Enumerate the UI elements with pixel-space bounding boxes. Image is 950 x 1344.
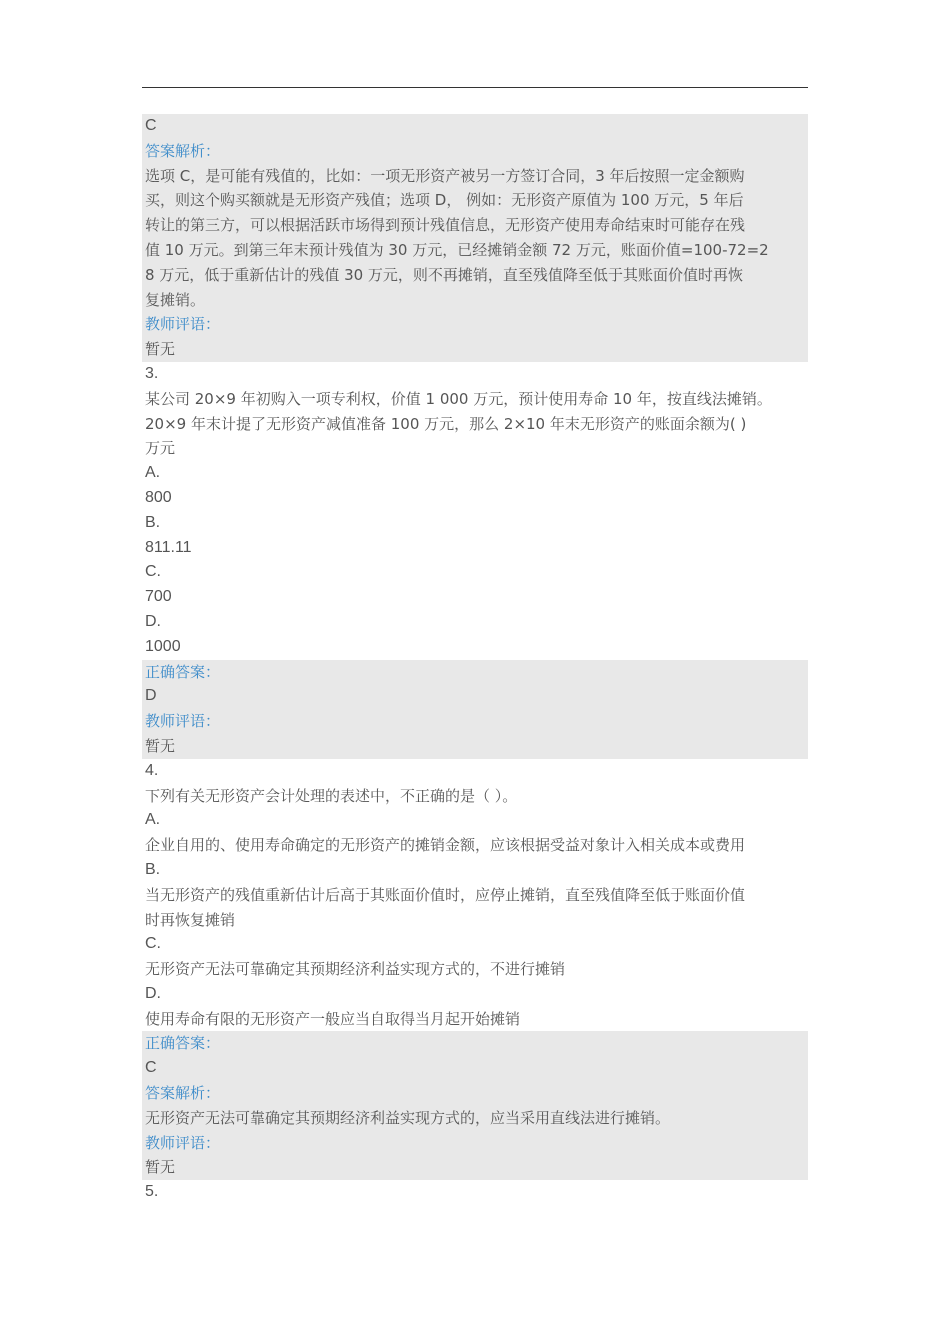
q3-comment-label: 教师评语： bbox=[142, 709, 808, 734]
q2-answer-value: C bbox=[142, 114, 808, 139]
q3-option-a-letter: A. bbox=[145, 464, 161, 482]
q4-option-b-text: 当无形资产的残值重新估计后高于其账面价值时，应停止摊销，直至残值降至低于账面价值 bbox=[145, 885, 746, 904]
q3-answer-value: D bbox=[142, 684, 808, 709]
q4-comment-value: 暂无 bbox=[142, 1155, 808, 1180]
q2-analysis-line: 8 万元，低于重新估计的残值 30 万元，则不再摊销，直至残值降至低于其账面价值时再恢 bbox=[142, 263, 808, 288]
q3-option-c-letter: C. bbox=[145, 563, 161, 581]
q2-analysis-line: 值 10 万元。到第三年末预计残值为 30 万元，已经摊销金额 72 万元，账面价值=100-72=2 bbox=[142, 238, 808, 263]
q3-stem-line: 万元 bbox=[145, 439, 176, 458]
q4-analysis-label: 答案解析： bbox=[142, 1081, 808, 1106]
q4-answer-label: 正确答案： bbox=[142, 1031, 808, 1056]
q3-option-b-letter: B. bbox=[145, 513, 161, 531]
q4-analysis-line: 无形资产无法可靠确定其预期经济利益实现方式的，应当采用直线法进行摊销。 bbox=[142, 1106, 808, 1131]
q3-option-a-text: 800 bbox=[145, 488, 172, 506]
q3-option-d-letter: D. bbox=[145, 612, 161, 630]
q5-number: 5. bbox=[145, 1183, 159, 1201]
q3-comment-value: 暂无 bbox=[142, 734, 808, 759]
q2-analysis-line: 转让的第三方，可以根据活跃市场得到预计残值信息，无形资产使用寿命结束时可能存在残 bbox=[142, 213, 808, 238]
q3-stem-line: 某公司 20×9 年初购入一项专利权，价值 1 000 万元，预计使用寿命 10 年，按直线法摊销。 bbox=[145, 389, 772, 408]
q4-option-b-letter: B. bbox=[145, 860, 161, 878]
q3-stem-line: 20×9 年末计提了无形资产减值准备 100 万元，那么 2×10 年末无形资产的账面余额为( ) bbox=[145, 414, 747, 433]
q4-stem-line: 下列有关无形资产会计处理的表述中，不正确的是（ ）。 bbox=[145, 786, 518, 805]
q4-option-c-letter: C. bbox=[145, 935, 161, 953]
header-rule bbox=[142, 87, 808, 88]
q4-option-b-text: 时再恢复摊销 bbox=[145, 910, 236, 929]
q4-option-c-text: 无形资产无法可靠确定其预期经济利益实现方式的，不进行摊销 bbox=[145, 960, 566, 979]
q4-option-a-text: 企业自用的、使用寿命确定的无形资产的摊销金额，应该根据受益对象计入相关成本或费用 bbox=[145, 836, 746, 855]
q2-analysis-line: 复摊销。 bbox=[142, 288, 808, 313]
q2-comment-value: 暂无 bbox=[142, 337, 808, 362]
q4-answer-value: C bbox=[142, 1056, 808, 1081]
q4-option-d-text: 使用寿命有限的无形资产一般应当自取得当月起开始摊销 bbox=[145, 1009, 521, 1028]
q4-number: 4. bbox=[145, 761, 159, 779]
q4-option-d-letter: D. bbox=[145, 984, 161, 1002]
q2-analysis-line: 选项 C，是可能有残值的，比如：一项无形资产被另一方签订合同，3 年后按照一定金额购 bbox=[142, 164, 808, 189]
q2-analysis-label: 答案解析： bbox=[142, 139, 808, 164]
q2-comment-label: 教师评语： bbox=[142, 312, 808, 337]
q4-comment-label: 教师评语： bbox=[142, 1131, 808, 1156]
q3-answer-label: 正确答案： bbox=[142, 660, 808, 685]
q3-option-d-text: 1000 bbox=[145, 637, 181, 655]
q3-option-c-text: 700 bbox=[145, 588, 172, 606]
q3-option-b-text: 811.11 bbox=[145, 538, 192, 556]
q4-option-a-letter: A. bbox=[145, 811, 161, 829]
q3-number: 3. bbox=[145, 364, 159, 382]
q2-analysis-line: 买，则这个购买额就是无形资产残值；选项 D， 例如：无形资产原值为 100 万元，5 年后 bbox=[142, 188, 808, 213]
question-content bbox=[142, 114, 808, 1205]
